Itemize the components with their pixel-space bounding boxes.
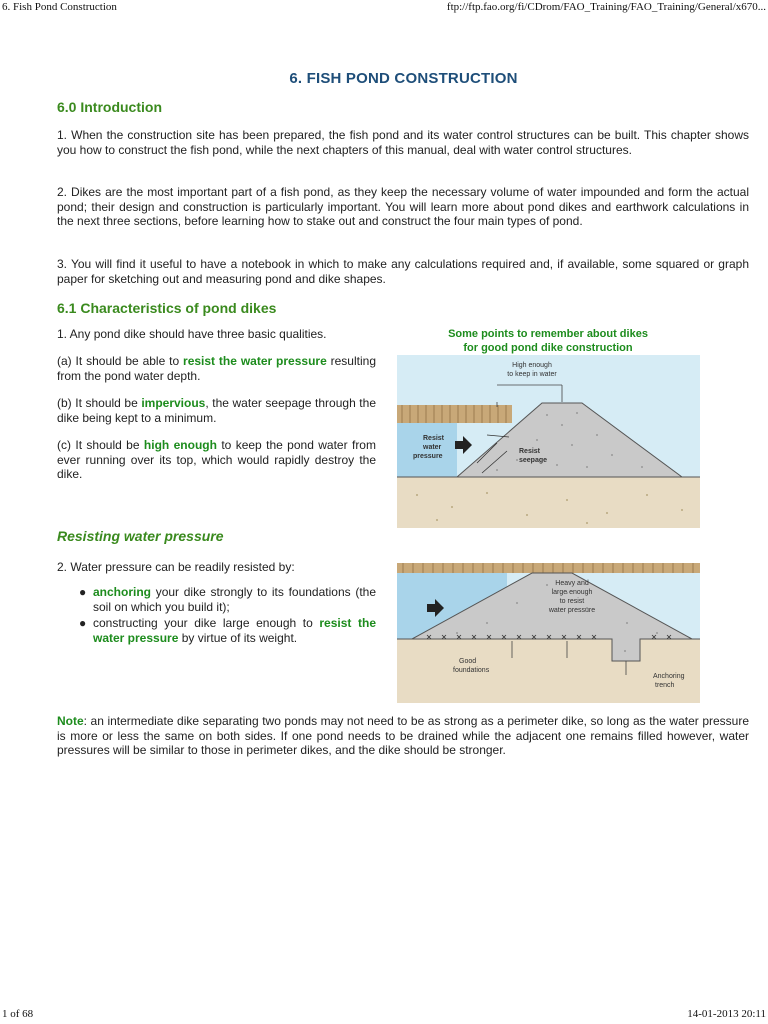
quality-a-pre: (a) It should be able to [57, 354, 184, 368]
label-heavy-4: water pressure [548, 607, 596, 614]
resisting-intro: 2. Water pressure can be readily resisted by: [57, 560, 295, 574]
intro-heading: 6.0 Introduction [57, 99, 162, 115]
print-footer [0, 1006, 768, 1024]
label-high-enough-1: High enough [512, 362, 552, 369]
qualities-intro: 1. Any pond dike should have three basic qualities. [57, 327, 327, 341]
print-header [0, 0, 768, 16]
print-header-title: 6. Fish Pond Construction [2, 1, 117, 13]
quality-c-pre: (c) It should be [57, 438, 144, 452]
bullet-icon: ● [79, 616, 87, 630]
old-ground-layer [397, 405, 512, 423]
dike-qualities-figure [397, 355, 700, 528]
quality-a-highlight: resist the water pressure [183, 354, 327, 368]
intro-paragraph-2: 2. Dikes are the most important part of a fish pond, as they keep the necessary volume of water impounded and form the actual pond; their design and construction is particularly important. You will learn more about pond dikes and earthwork calculations in the next three sections, before learning how to stake out and construct the four main types of pond. [57, 185, 749, 228]
note-text: : an intermediate dike separating two ponds may not need to be as strong as a perimeter dike, so long as the water pressure is more or less the same on both sides. If one pond needs to be drained while the adjacent one remains filled however, water pressures will be similar to those in perimeter dikes, and the dike should be stronger. [57, 714, 749, 757]
note-label: Note [57, 714, 84, 728]
label-resist-1: Resist [423, 435, 445, 442]
resisting-pressure-heading: Resisting water pressure [57, 528, 224, 544]
quality-c-post: to keep the pond water from ever running over its top, which would rapidly destroy the dike. [57, 438, 376, 481]
label-seepage-1: Resist [519, 448, 541, 455]
soil-area [397, 477, 700, 528]
quality-b [57, 396, 376, 425]
quality-a-post: resulting from the pond water depth. [57, 354, 376, 383]
intro-paragraph-1: 1. When the construction site has been prepared, the fish pond and its water control structures can be built. This chapter shows you how to construct the fish pond, while the next chapters of this manual, deal with water control structures. [57, 128, 749, 157]
quality-c [57, 438, 376, 482]
figure-1-caption-line-1: Some points to remember about dikes [448, 328, 648, 340]
quality-b-pre: (b) It should be [57, 396, 142, 410]
quality-b-highlight: impervious [141, 396, 206, 410]
label-good-foundations-2: foundations [453, 667, 490, 674]
label-heavy-1: Heavy and [555, 580, 589, 587]
label-anchoring-1: Anchoring [653, 673, 685, 680]
label-seepage-2: seepage [519, 457, 548, 464]
soil-area [397, 639, 700, 703]
quality-c-highlight: high enough [143, 438, 217, 452]
quality-b-post: , the water seepage through the dike being kept to a minimum. [57, 396, 376, 425]
bullet-2-pre: constructing your dike large enough to [93, 616, 320, 630]
page-count: 1 of 68 [2, 1008, 34, 1020]
list-item [77, 616, 376, 645]
figure-1-caption [397, 327, 699, 355]
bullet-icon: ● [79, 585, 87, 599]
figure-1-caption-line-2: for good pond dike construction [463, 342, 633, 354]
section-6-1-heading: 6.1 Characteristics of pond dikes [57, 300, 277, 316]
list-item [77, 585, 376, 614]
label-resist-3: pressure [413, 453, 443, 460]
quality-a [57, 354, 376, 383]
print-datetime: 14-01-2013 20:11 [687, 1008, 766, 1020]
label-high-enough-2: to keep in water [507, 371, 557, 378]
label-heavy-2: large enough [551, 589, 593, 596]
print-header-url[interactable]: ftp://ftp.fao.org/fi/CDrom/FAO_Training/FAO_Training/General/x670... [446, 1, 766, 13]
label-anchoring-2: trench [655, 682, 675, 689]
label-good-foundations-1: Good [459, 658, 477, 665]
page-title: 6. FISH POND CONSTRUCTION [289, 70, 518, 87]
intro-paragraph-3: 3. You will find it useful to have a notebook in which to make any calculations required and, if available, some squared or graph paper for sketching out and measuring pond and dike shapes. [57, 257, 749, 286]
bullet-2-highlight: resist the water pressure [93, 616, 377, 645]
note-paragraph [57, 714, 749, 758]
resisting-methods-list [77, 585, 376, 647]
label-resist-2: water [423, 444, 442, 451]
bullet-1-highlight: anchoring [93, 585, 152, 599]
bullet-1-text: your dike strongly to its foundations (the soil on which you build it); [93, 585, 376, 614]
ground-band [397, 563, 700, 573]
bullet-2-post: by virtue of its weight. [178, 630, 298, 645]
label-heavy-3: to resist [559, 598, 585, 605]
anchored-dike-figure [397, 563, 700, 703]
